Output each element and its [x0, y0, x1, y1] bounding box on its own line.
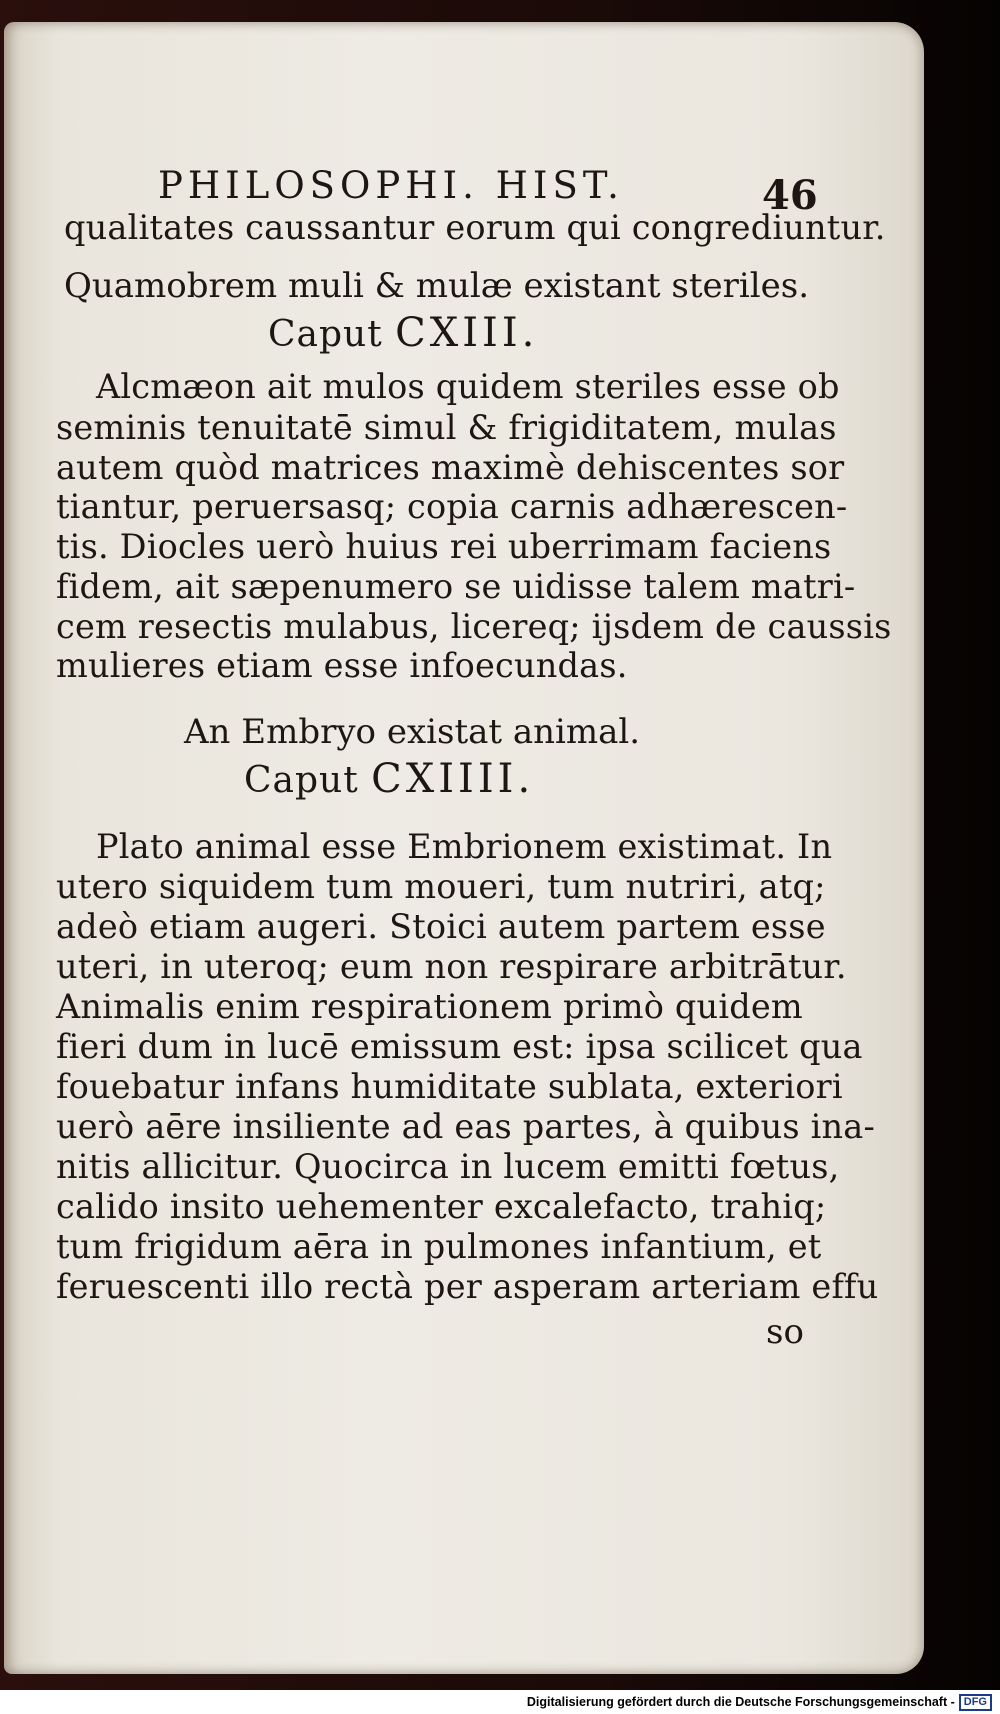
chapter-title: An Embryo existat animal. [184, 712, 641, 752]
text-line: Plato animal esse Embrionem existimat. In [96, 827, 833, 866]
catchword: so [766, 1312, 804, 1352]
text-line: calido insito uehementer excalefacto, trahiq; [56, 1187, 827, 1226]
chapter-title: Quamobrem muli & mulæ existant steriles. [64, 266, 810, 306]
digitization-credit [0, 1690, 1000, 1714]
text-line: autem quòd matrices maximè dehiscentes sor [56, 448, 845, 487]
text-line: Animalis enim respirationem primò quidem [56, 987, 803, 1026]
caput-label: Caput [244, 760, 359, 801]
credit-text: Digitalisierung gefördert durch die Deutsche Forschungsgemeinschaft - [526, 1695, 955, 1709]
text-line: mulieres etiam esse infoecundas. [56, 646, 628, 685]
text-line: tum frigidum aēra in pulmones infantium, et [56, 1227, 822, 1266]
page-number: 46 [762, 172, 818, 219]
chapter-number [244, 756, 534, 802]
text-line: seminis tenuitatē simul & frigiditatem, mulas [56, 408, 837, 447]
running-head: PHILOSOPHI. HIST. [158, 164, 624, 207]
dfg-logo: DFG [959, 1694, 992, 1711]
caput-number: CXIIII. [371, 756, 535, 802]
text-line: fieri dum in lucē emissum est: ipsa scilicet qua [56, 1027, 863, 1066]
text-line: Alcmæon ait mulos quidem steriles esse ob [96, 367, 840, 406]
chapter-number [268, 310, 538, 356]
text-line: tis. Diocles uerò huius rei uberrimam faciens [56, 527, 832, 566]
text-line: uerò aēre insiliente ad eas partes, à quibus ina- [56, 1107, 875, 1146]
text-line: fouebatur infans humiditate sublata, exteriori [56, 1067, 843, 1106]
caput-number: CXIII. [395, 310, 539, 356]
caput-label: Caput [268, 314, 383, 355]
text-line: feruescenti illo rectà per asperam arteriam effu [56, 1267, 879, 1306]
text-line: utero siquidem tum moueri, tum nutriri, atq; [56, 867, 826, 906]
text-line: adeò etiam augeri. Stoici autem partem esse [56, 907, 826, 946]
text-line: uteri, in uteroq; eum non respirare arbitrātur. [56, 947, 847, 986]
text-line: fidem, ait sæpenumero se uidisse talem matri- [56, 567, 856, 606]
book-page [4, 22, 924, 1674]
text-line: cem resectis mulabus, licereq; ijsdem de caussis [56, 607, 892, 646]
text-line: tiantur, peruersasq; copia carnis adhærescen- [56, 487, 848, 526]
text-line: qualitates caussantur eorum qui congrediuntur. [64, 208, 886, 247]
text-line: nitis allicitur. Quocirca in lucem emitti fœtus, [56, 1147, 840, 1186]
